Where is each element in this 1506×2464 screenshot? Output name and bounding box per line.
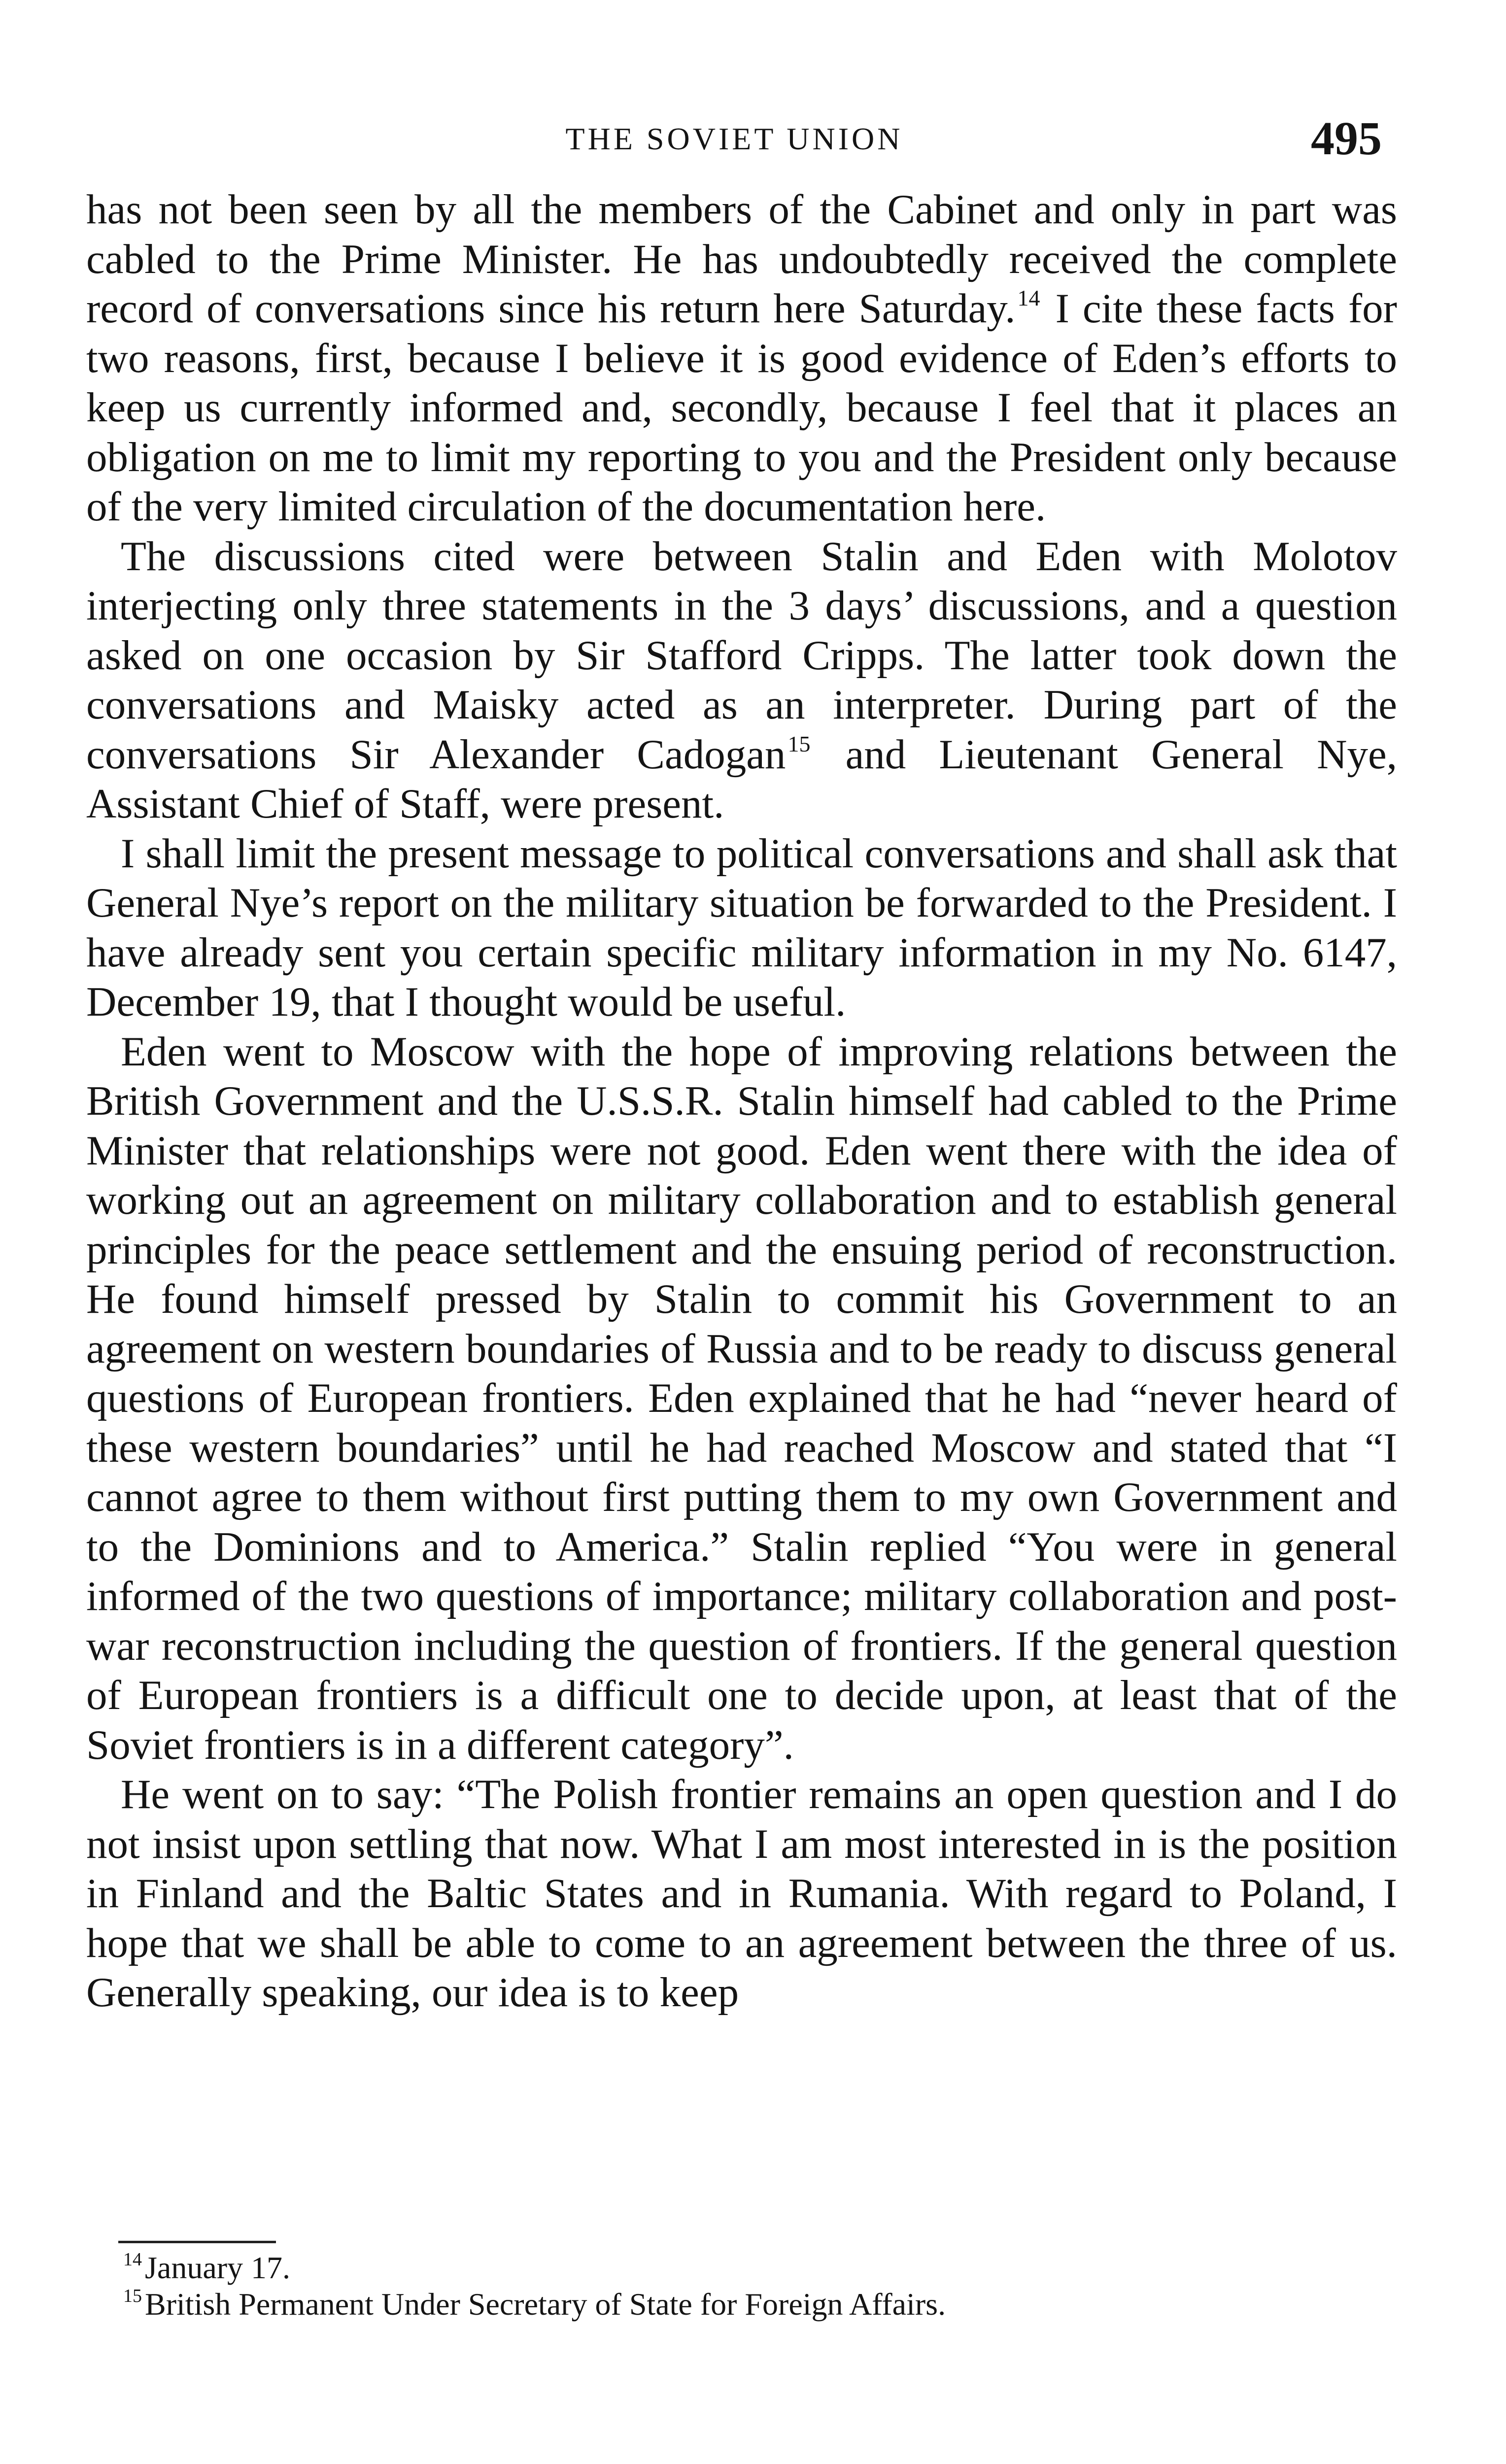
footnote-14-text: January 17.	[145, 2250, 291, 2285]
footnote-rule	[118, 2241, 276, 2243]
footnote-ref-14: 14	[1017, 285, 1040, 310]
footnote-14	[123, 2250, 1385, 2286]
footnote-15-marker: 15	[123, 2286, 142, 2306]
paragraph-2-part-a: The discussions cited were between Stalin and Eden with Molotov interjecting only three statements in the 3 days’ discussions, and a question asked on one occasion by Sir Stafford Cripps. The latter took down the conversations and Maisky acted as an interpreter. During part of the conversations Sir Alexander Cadogan	[86, 533, 1397, 778]
body-text	[86, 185, 1397, 2018]
footnote-14-marker: 14	[123, 2249, 142, 2270]
footnote-ref-15: 15	[787, 731, 811, 756]
page-number: 495	[1311, 112, 1382, 165]
paragraph-3: I shall limit the present message to political conversations and shall ask that General Nye’s report on the military situation be forwarded to the President. I have already sent you certain specific military information in my No. 6147, December 19, that I thought would be useful.	[86, 830, 1397, 1025]
paragraph-1	[86, 185, 1397, 532]
paragraph-1-part-a: has not been seen by all the members of the Cabinet and only in part was cabled to the Prime Minister. He has undoubtedly received the complete record of conversations since his return here Saturday.	[86, 186, 1397, 332]
paragraph-2	[86, 532, 1397, 829]
paragraph-1-part-b: I cite these facts for two reasons, first, because I believe it is good evidence of Eden’s efforts to keep us currently informed and, secondly, because I feel that it places an obligation on me to limit my reporting to you and the President only because of the very limited circulation of the documentation here.	[86, 285, 1397, 530]
paragraph-5: He went on to say: “The Polish frontier remains an open question and I do not insist upon settling that now. What I am most interested in is the position in Finland and the Baltic States and in Rumania. With regard to Poland, I hope that we shall be able to come to an agreement between the three of us. Generally speaking, our idea is to keep	[86, 1771, 1397, 2016]
footnotes	[123, 2250, 1385, 2323]
footnote-15-text: British Permanent Under Secretary of State for Foreign Affairs.	[145, 2287, 946, 2322]
paragraph-2-part-b: and Lieutenant General Nye, Assistant Chief of Staff, were present.	[86, 731, 1398, 827]
running-title: THE SOVIET UNION	[565, 121, 903, 156]
running-head	[84, 111, 1385, 165]
paragraph-4: Eden went to Moscow with the hope of improving relations between the British Government and the U.S.S.R. Stalin himself had cabled to the Prime Minister that relationships were not good. Eden went there with the idea of working out an agreement on military collaboration and to establish general principles for the peace settlement and the ensuing period of reconstruction. He found himself pressed by Stalin to commit his Government to an agreement on western boundaries of Russia and to be ready to discuss general questions of European frontiers. Eden explained that he had “never heard of these western boundaries” until he had reached Moscow and stated that “I cannot agree to them without first putting them to my own Government and to the Dominions and to America.” Stalin replied “You were in general informed of the two questions of importance; military collaboration and post-war reconstruction including the question of frontiers. If the general question of European frontiers is a difficult one to decide upon, at least that of the Soviet frontiers is in a different category”.	[86, 1028, 1397, 1768]
footnote-15	[123, 2286, 1385, 2323]
